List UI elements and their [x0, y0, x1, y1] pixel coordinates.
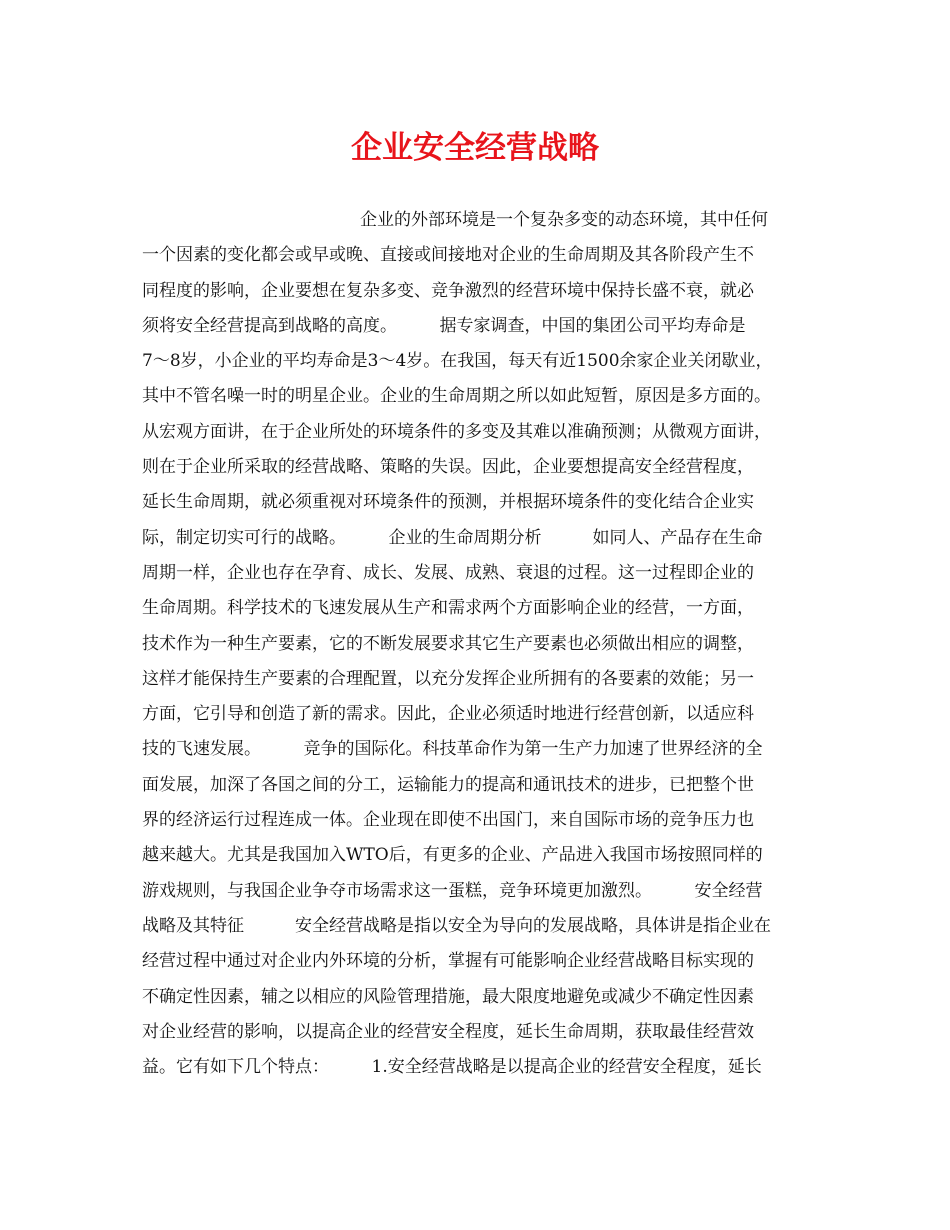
body-line: 界的经济运行过程连成一体。企业现在即使不出国门，来自国际市场的竞争压力也 [142, 810, 754, 831]
body-line: 对企业经营的影响，以提高企业的经营安全程度，延长生命周期，获取最佳经营效 [142, 1021, 754, 1042]
body-line: 技术作为一种生产要素，它的不断发展要求其它生产要素也必须做出相应的调整， [142, 633, 754, 654]
body-line: 不确定性因素，辅之以相应的风险管理措施，最大限度地避免或减少不确定性因素 [142, 986, 754, 1007]
body-line: 同程度的影响，企业要想在复杂多变、竞争激烈的经营环境中保持长盛不衰，就必 [142, 280, 754, 301]
body-line: 企业的外部环境是一个复杂多变的动态环境，其中任何 [360, 210, 768, 230]
body-line: 周期一样，企业也存在孕育、成长、发展、成熟、衰退的过程。这一过程即企业的 [142, 562, 754, 583]
body-line: 须将安全经营提高到战略的高度。 据专家调查，中国的集团公司平均寿命是 [142, 315, 746, 336]
body-line: 越来越大。尤其是我国加入WTO后，有更多的企业、产品进入我国市场按照同样的 [142, 845, 763, 866]
body-line: 面发展，加深了各国之间的分工，运输能力的提高和通讯技术的进步，已把整个世 [142, 774, 754, 795]
body-line: 从宏观方面讲，在于企业所处的环境条件的多变及其难以准确预测；从微观方面讲， [142, 421, 771, 442]
body-line: 生命周期。科学技术的飞速发展从生产和需求两个方面影响企业的经营，一方面， [142, 598, 754, 619]
body-line: 技的飞速发展。 竞争的国际化。科技革命作为第一生产力加速了世界经济的全 [142, 739, 763, 760]
body-line: 7～8岁，小企业的平均寿命是3～4岁。在我国，每天有近1500余家企业关闭歇业， [142, 351, 773, 372]
body-line: 际，制定切实可行的战略。 企业的生命周期分析 如同人、产品存在生命 [142, 527, 763, 548]
body-line: 战略及其特征 安全经营战略是指以安全为导向的发展战略，具体讲是指企业在 [142, 915, 771, 936]
body-line: 一个因素的变化都会或早或晚、直接或间接地对企业的生命周期及其各阶段产生不 [142, 245, 754, 266]
body-line: 延长生命周期，就必须重视对环境条件的预测，并根据环境条件的变化结合企业实 [142, 492, 754, 513]
body-line: 益。它有如下几个特点： 1.安全经营战略是以提高企业的经营安全程度，延长 [142, 1057, 762, 1078]
body-line: 经营过程中通过对企业内外环境的分析，掌握有可能影响企业经营战略目标实现的 [142, 951, 754, 972]
body-line: 游戏规则，与我国企业争夺市场需求这一蛋糕，竞争环境更加激烈。 安全经营 [142, 880, 763, 901]
body-line: 方面，它引导和创造了新的需求。因此，企业必须适时地进行经营创新，以适应科 [142, 704, 754, 725]
body-line: 这样才能保持生产要素的合理配置，以充分发挥企业所拥有的各要素的效能；另一 [142, 668, 754, 689]
document-body [142, 203, 822, 1085]
document-title: 企业安全经营战略 [351, 130, 599, 166]
body-line: 则在于企业所采取的经营战略、策略的失误。因此，企业要想提高安全经营程度， [142, 457, 754, 478]
body-line: 其中不管名噪一时的明星企业。企业的生命周期之所以如此短暂，原因是多方面的。 [142, 386, 771, 407]
